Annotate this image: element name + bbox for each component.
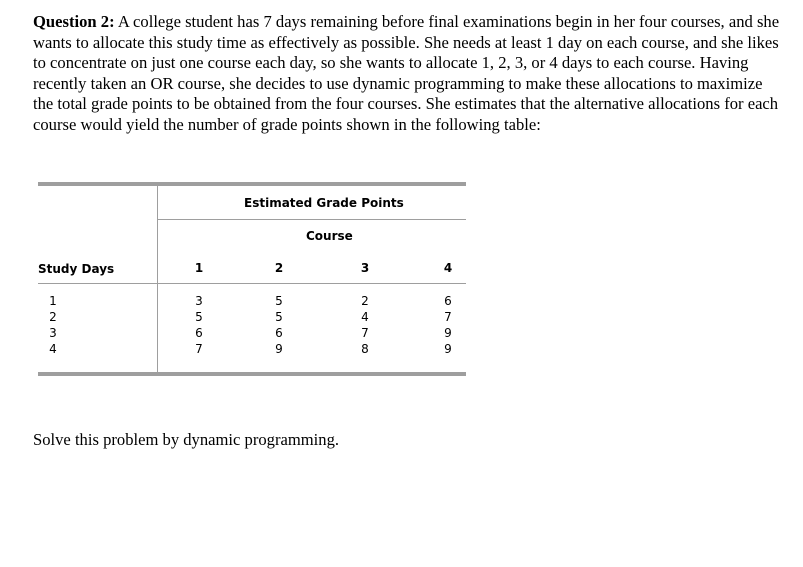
table-cell: 4: [361, 310, 369, 324]
table-cell: 9: [444, 326, 452, 340]
table-cell: 5: [275, 294, 283, 308]
table-top-rule: [38, 182, 466, 186]
table-row-days: 4: [49, 342, 57, 356]
table-cell: 2: [361, 294, 369, 308]
group-header-rule: [157, 219, 466, 220]
table-vertical-divider: [157, 186, 158, 373]
course-label-3: 3: [360, 261, 370, 275]
course-label-1: 1: [194, 261, 204, 275]
table-cell: 7: [361, 326, 369, 340]
table-row-days: 1: [49, 294, 57, 308]
table-row-days: 2: [49, 310, 57, 324]
table-cell: 7: [444, 310, 452, 324]
course-label-4: 4: [443, 261, 453, 275]
question-text: A college student has 7 days remaining before final examinations begin in her four courses, and she wants to allocate this study time as effectively as possible. She needs at least 1 day on each course, and she likes to concentrate on just one course each day, so she wants to allocate 1, 2, 3, or 4 days to each course. Having recently taken an OR course, she decides to use dynamic programming to make these allocations to maximize the total grade points to be obtained from the four courses. She estimates that the alternative allocations for each course would yield the number of grade points shown in the following table:: [33, 12, 780, 134]
course-header: Course: [306, 229, 353, 243]
table-cell: 6: [275, 326, 283, 340]
table-cell: 6: [444, 294, 452, 308]
question-paragraph: [33, 12, 785, 136]
table-cell: 5: [195, 310, 203, 324]
group-header: Estimated Grade Points: [244, 196, 404, 210]
table-cell: 9: [275, 342, 283, 356]
grade-points-table: [38, 182, 466, 376]
table-cell: 6: [195, 326, 203, 340]
study-days-header: Study Days: [38, 262, 115, 276]
table-cell: 5: [275, 310, 283, 324]
question-label: Question 2:: [33, 12, 115, 31]
table-bottom-rule: [38, 372, 466, 376]
course-label-2: 2: [274, 261, 284, 275]
table-cell: 9: [444, 342, 452, 356]
header-bottom-rule: [38, 283, 466, 284]
table-row-days: 3: [49, 326, 57, 340]
table-cell: 7: [195, 342, 203, 356]
solve-instruction: Solve this problem by dynamic programming.: [33, 430, 340, 449]
table-cell: 3: [195, 294, 203, 308]
table-cell: 8: [361, 342, 369, 356]
